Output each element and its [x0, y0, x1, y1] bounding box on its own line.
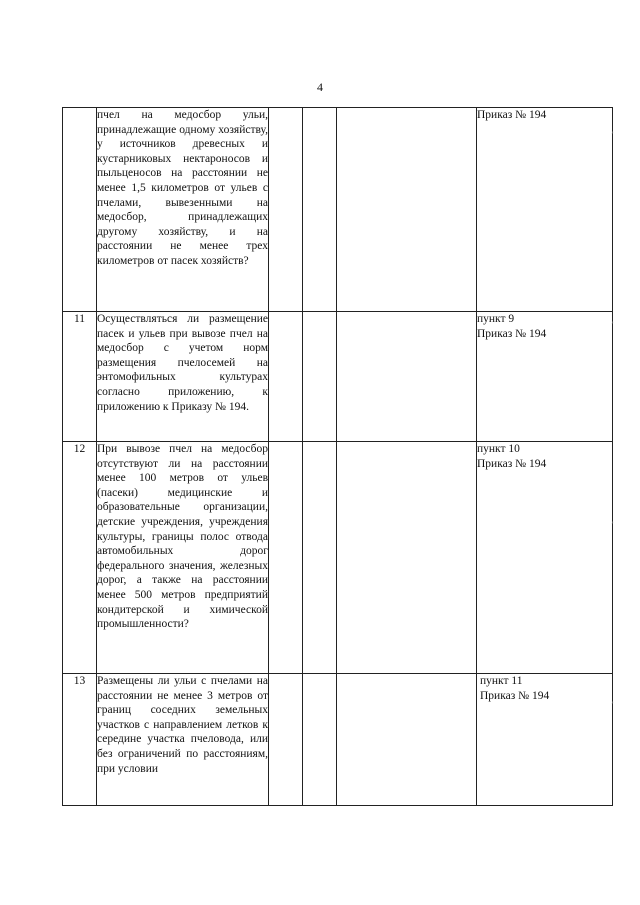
page-number: 4	[317, 80, 323, 94]
reference-line: Приказ № 194	[480, 689, 550, 702]
question-text: Размещены ли ульи с пчелами на расстоянии не менее 3 метров от границ соседних земельных участков с направлением летков к середине участка пчеловода, или без ограничений по расстояниям, при условии	[97, 675, 268, 775]
question-text: Осуществляться ли размещение пасек и ульев при вывозе пчел на медосбор с учетом норм размещения пчелосемей на энтомофильных культурах согласно приложению, к приложению к Приказу № 194.	[97, 313, 268, 413]
reference-line: Приказ № 194	[477, 327, 547, 340]
checklist-table	[62, 107, 613, 806]
question-cell	[97, 674, 269, 806]
reference-line: пункт 10	[477, 443, 520, 455]
reference-cell	[477, 312, 613, 442]
question-text: пчел на медосбор ульи, принадлежащие одному хозяйству, у источников древесных и кустарниковых нектароносов и пыльценосов на расстоянии не менее 1,5 километров от ульев с пчелами, вывезенными на медосбор, принадлежащих другому хозяйству, и на расстоянии не менее трех километров от пасек хозяйств?	[97, 109, 268, 267]
table-row	[63, 442, 613, 674]
reference-cell	[477, 108, 613, 312]
reference-line: Приказ № 194	[477, 109, 547, 121]
answer-cell-na[interactable]	[337, 108, 477, 312]
question-cell	[97, 442, 269, 674]
answer-cell-no[interactable]	[303, 442, 337, 674]
reference-line: Приказ № 194	[477, 457, 547, 470]
answer-cell-na[interactable]	[337, 674, 477, 806]
reference-line: пункт 9	[477, 313, 515, 325]
answer-cell-na[interactable]	[337, 442, 477, 674]
answer-cell-no[interactable]	[303, 108, 337, 312]
table-row	[63, 312, 613, 442]
answer-cell-no[interactable]	[303, 312, 337, 442]
scan-edge-mark: ʼ	[611, 320, 614, 330]
reference-cell	[477, 442, 613, 674]
table-row	[63, 674, 613, 806]
answer-cell-yes[interactable]	[269, 312, 303, 442]
answer-cell-no[interactable]	[303, 674, 337, 806]
scan-edge-mark: ʼ	[611, 520, 614, 530]
answer-cell-yes[interactable]	[269, 674, 303, 806]
row-number: 12	[63, 442, 97, 674]
table-row	[63, 108, 613, 312]
answer-cell-na[interactable]	[337, 312, 477, 442]
row-number: 11	[63, 312, 97, 442]
reference-line: пункт 11	[480, 675, 523, 687]
question-text: При вывозе пчел на медосбор отсутствуют ли на расстоянии менее 100 метров от ульев (пасеки) медицинские и образовательные организации, детские учреждения, учреждения культуры, границы полос отвода автомобильных дорог федерального значения, железных дорог, а также на расстоянии менее 500 метров предприятий кондитерской и химической промышленности?	[97, 443, 268, 631]
scan-edge-mark: ʼ	[611, 130, 614, 140]
row-number: 13	[63, 674, 97, 806]
answer-cell-yes[interactable]	[269, 442, 303, 674]
row-number	[63, 108, 97, 312]
scan-edge-mark: ʼ	[611, 700, 614, 710]
reference-cell	[477, 674, 613, 806]
question-cell	[97, 312, 269, 442]
answer-cell-yes[interactable]	[269, 108, 303, 312]
question-cell	[97, 108, 269, 312]
